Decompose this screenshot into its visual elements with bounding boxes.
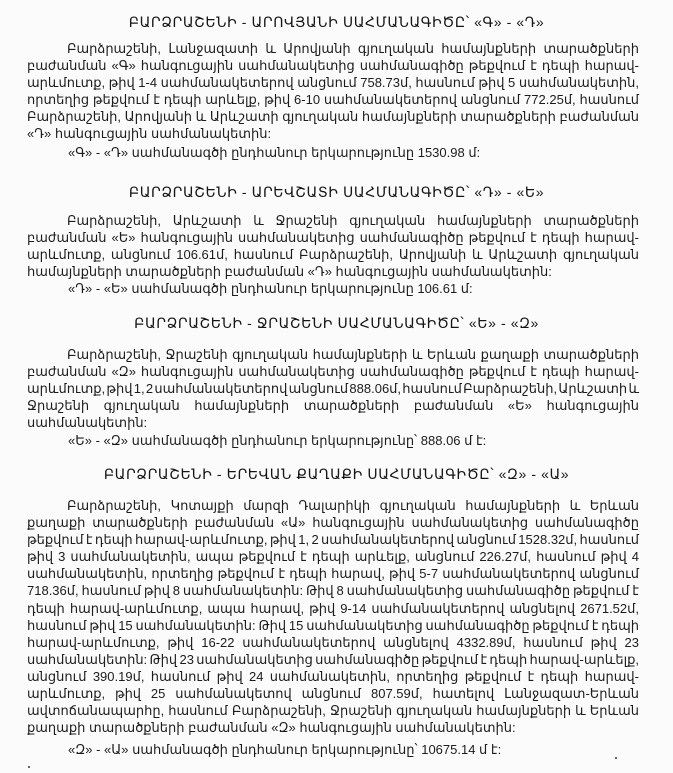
paragraph-line: սահմանակետին:	[27, 415, 148, 431]
paragraph-line: թիվ 3 սահմանակետին, ապա թեքվում է դեպի արևելք, անցնում 226.27մ, հասնում թիվ 4	[27, 549, 639, 565]
scan-speck	[28, 766, 30, 768]
paragraph-line: համայնքների տարածքների բաժանման «Դ» հանգուցային սահմանակետին:	[27, 264, 552, 280]
paragraph-line: Բարձրաշենի, Արևշատի և Ջրաշենի գյուղական համայնքների տարածքների	[67, 213, 639, 228]
paragraph-line: սահմանակետին: Թիվ 23 սահմանակետից սահմանագիծը թեքվում է դեպի հարավ-արևելք,	[27, 651, 639, 667]
paragraph-line: ավտոճանապարհը, հասնում Բարձրաշենի, Ջրաշենի գյուղական համայնքների և Երևան	[27, 703, 639, 719]
paragraph-line: հասնում թիվ 15 սահմանակետին: Թիվ 15 սահմանակետից սահմանագիծը թեքվում է դեպի	[27, 617, 639, 633]
paragraph-line: Բարձրաշենի, Ջրաշենի գյուղական համայնքների և Երևան քաղաքի տարածքների	[67, 347, 639, 362]
paragraph-line: անցնում 390.19մ, հասնում թիվ 24 սահմանակետին, որտեղից թեքվում է դեպի հարավ-	[27, 668, 639, 684]
paragraph-line: Բարձրաշենի, Արովյանի և Արևշատի գյուղական համայնքների տարածքների բաժանման	[27, 109, 639, 125]
paragraph-line: արևմուտք, թիվ 1-4 սահմանակետերով անցնում 758.73մ, հասնում թիվ 5 սահմանակետին,	[27, 75, 639, 91]
paragraph-line: 718.36մ, հասնում թիվ 8 սահմանակետին: Թիվ 8 սահմանակետից սահմանագիծը թեքվում է	[27, 583, 639, 599]
section-paragraph-g-d	[27, 40, 639, 143]
paragraph-line: Բարձրաշենի, Լանջազատի և Արովյանի գյուղական համայնքների տարածքների	[67, 41, 639, 56]
section-paragraph-e-z	[27, 346, 639, 431]
paragraph-line: Ջրաշենի գյուղական համայնքների տարածքների բաժանման «Ե» հանգուցային	[27, 398, 639, 414]
paragraph-line: բաժանման «Զ» հանգուցային սահմանակետից սահմանագիծը թեքվում է դեպի հարավ-	[27, 364, 639, 380]
paragraph-line: բաժանման «Գ» հանգուցային սահմանակետից սահմանագիծը թեքվում է դեպի հարավ-	[27, 58, 639, 74]
paragraph-line: արևմուտք, անցնում 106.61մ, հասնում Բարձրաշենի, Արովյանի և Արևշատի գյուղական	[27, 247, 639, 263]
section-total-length-g-d: «Գ» - «Դ» սահմանագծի ընդհանուր երկարությունը 1530.98 մ:	[68, 145, 481, 160]
paragraph-line: բաժանման «Ե» հանգուցային սահմանակետից սահմանագիծը թեքվում է դեպի հարավ-	[27, 230, 639, 246]
section-total-length-z-a: «Զ» - «Ա» սահմանագծի ընդհանուր երկարությունը՝ 10675.14 մ է:	[68, 742, 502, 757]
section-heading-z-a: ԲԱՐՁՐԱՇԵՆԻ - ԵՐԵՎԱՆ ՔԱՂԱՔԻ ՍԱՀՄԱՆԱԳԻԾԸ՝ «Զ» - «Ա»	[103, 466, 570, 482]
paragraph-line: որտեղից թեքվում է դեպի արևելք, թիվ 6-10 սահմանակետերով անցնում 772.25մ, հասնում	[27, 92, 639, 108]
paragraph-line: սահմանակետին, որտեղից թեքվում է դեպի հարավ, թիվ 5-7 սահմանակետերով անցնում	[27, 566, 639, 582]
section-paragraph-d-e	[27, 212, 639, 280]
paragraph-line: քաղաքի տարածքների բաժանման «Զ» հանգուցային սահմանակետին:	[27, 720, 516, 736]
section-paragraph-z-a	[27, 497, 639, 736]
scan-speck	[615, 757, 617, 759]
section-heading-d-e: ԲԱՐՁՐԱՇԵՆԻ - ԱՐԵՎՇԱՏԻ ՍԱՀՄԱՆԱԳԻԾԸ՝ «Դ» - «Ե»	[128, 184, 545, 200]
section-total-length-e-z: «Ե» - «Զ» սահմանագծի ընդհանուր երկարությունը՝ 888.06 մ է:	[68, 433, 487, 448]
paragraph-line: թեքվում է դեպի հարավ-արևմուտք, թիվ 1, 2 սահմանակետերով անցնում 1528.32մ, հասնում	[27, 532, 639, 548]
paragraph-line: հարավ-արևմուտք, թիվ 16-22 սահմանակետերով անցնելով 4332.89մ, հասնում թիվ 23	[27, 634, 639, 650]
paragraph-line: արևմուտք, թիվ 1, 2 սահմանակետերով անցնում 888.06մ, հասնում Բարձրաշենի, Արևշատի և	[27, 381, 639, 397]
paragraph-line: Բարձրաշենի, Կոտայքի մարզի Դալարիկի գյուղական համայնքների և Երևան	[67, 498, 639, 513]
section-heading-e-z: ԲԱՐՁՐԱՇԵՆԻ - ՋՐԱՇԵՆԻ ՍԱՀՄԱՆԱԳԻԾԸ՝ «Ե» - «Զ»	[134, 315, 539, 331]
paragraph-line: արևմուտք, թիվ 25 սահմանակետով անցնում 807.59մ, հատելով Լանջազատ-Երևան	[27, 686, 639, 702]
paragraph-line: «Դ» հանգուցային սահմանակետին:	[27, 126, 272, 142]
section-total-length-d-e: «Դ» - «Ե» սահմանագծի ընդհանուր երկարությունը 106.61 մ:	[68, 281, 473, 296]
section-heading-g-d: ԲԱՐՁՐԱՇԵՆԻ - ԱՐՈՎՅԱՆԻ ՍԱՀՄԱՆԱԳԻԾԸ՝ «Գ» - «Դ»	[128, 14, 545, 30]
paragraph-line: քաղաքի տարածքների բաժանման «Ա» հանգուցային սահմանակետից սահմանագիծը	[27, 515, 639, 531]
paragraph-line: դեպի հարավ-արևմուտք, ապա հարավ, թիվ 9-14 սահմանակետերով անցնելով 2671.52մ,	[27, 600, 639, 616]
